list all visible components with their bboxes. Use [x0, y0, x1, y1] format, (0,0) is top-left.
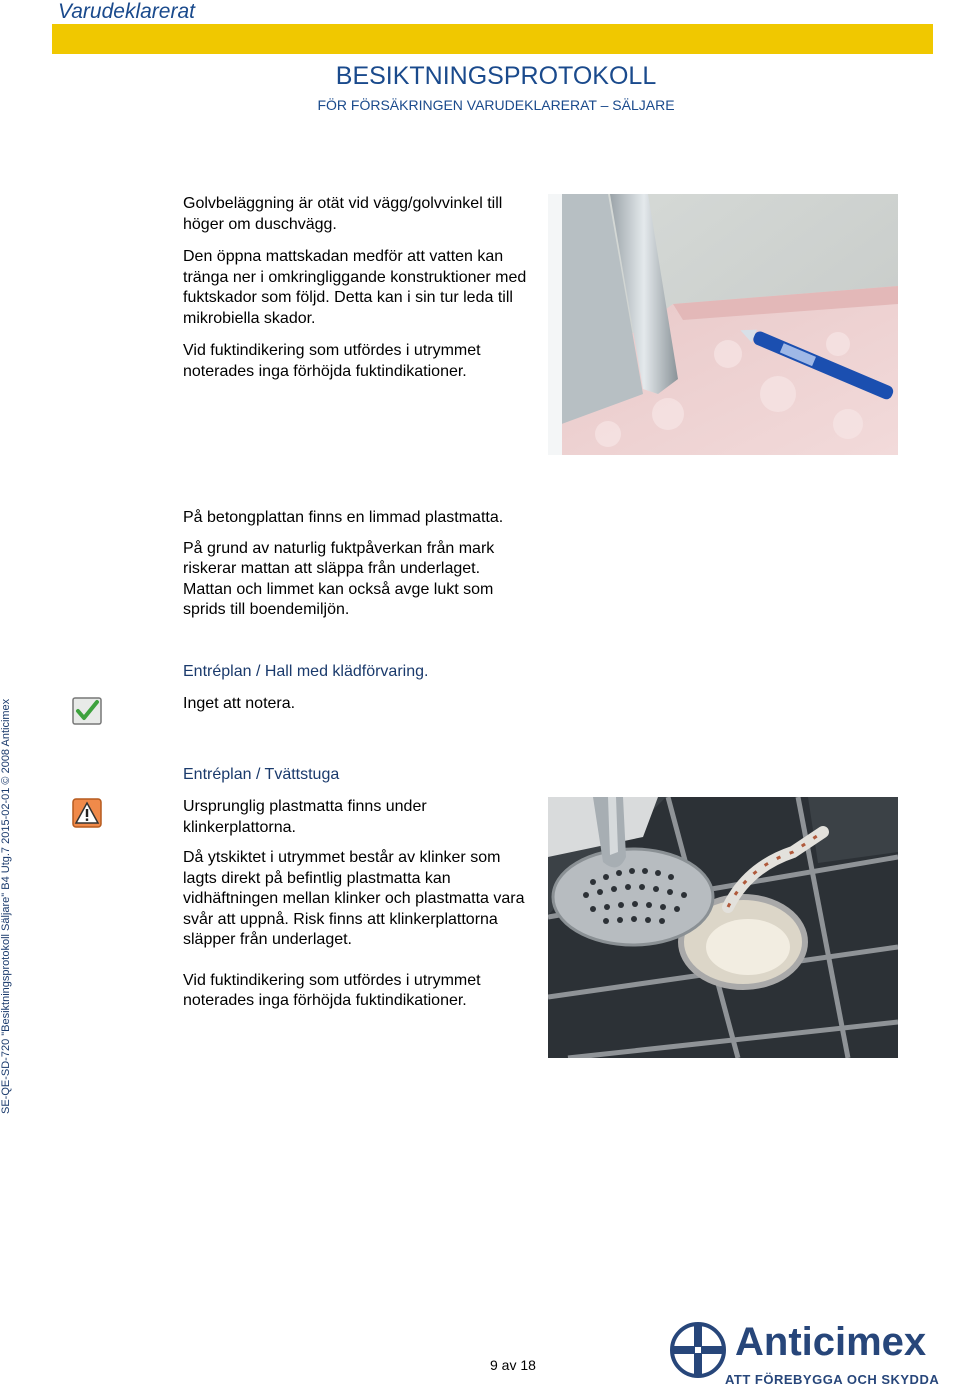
section2-p1: På betongplattan finns en limmad plastmatta. [183, 509, 504, 526]
tvatt-p1: Ursprunglig plastmatta finns under klinkerplattorna. [183, 798, 427, 836]
section1-p1: Golvbeläggning är otät vid vägg/golvvinkel till höger om duschvägg. [183, 195, 503, 233]
logo-name: Anticimex [735, 1320, 927, 1364]
floor-drain-photo [548, 797, 898, 1058]
document-reference: SE-QE-SD-720 "Besiktningsprotokoll Säljare" B4 Utg.7 2015-02-01 © 2008 Anticimex [0, 698, 12, 1114]
tvatt-heading: Entréplan / Tvättstuga [183, 766, 340, 783]
section1-p2: Den öppna mattskadan medför att vatten kan tränga ner i omkringliggande konstruktioner med fuktskador som följd. Detta kan i sin tur leda till mikrobiella skador. [183, 248, 527, 327]
section2-p2: På grund av naturlig fuktpåverkan från mark riskerar mattan att släppa från underlaget. Mattan och limmet kan också avge lukt som sprids till boendemiljön. [183, 539, 495, 618]
section1-text [183, 194, 528, 382]
page-title: BESIKTNINGSPROTOKOLL [335, 62, 657, 90]
hall-status-text: Inget att notera. [183, 695, 296, 712]
page-number: 9 av 18 [490, 1357, 536, 1373]
section2-text [183, 508, 528, 621]
floor-corner-photo [548, 194, 898, 455]
anticimex-logo-icon [668, 1320, 728, 1380]
checkmark-icon [72, 697, 102, 725]
tvatt-p2: Då ytskiktet i utrymmet består av klinker som lagts direkt på befintlig plastmatta kan vidhäftningen mellan klinker och plastmatta vara svår att uppnå. Risk finns att klinkerplattorna släpper från underlaget. [183, 849, 525, 948]
brand-name: Varudeklarerat [58, 0, 195, 23]
logo-tagline: ATT FÖREBYGGA OCH SKYDDA [725, 1372, 940, 1387]
hall-heading: Entréplan / Hall med klädförvaring. [183, 663, 429, 680]
page-subtitle: FÖR FÖRSÄKRINGEN VARUDEKLARERAT – SÄLJARE [317, 97, 675, 113]
tvatt-text [183, 797, 528, 1012]
tvatt-p3: Vid fuktindikering som utfördes i utrymmet noterades inga förhöjda fuktindikationer. [183, 971, 481, 1009]
section1-p3: Vid fuktindikering som utfördes i utrymmet noterades inga förhöjda fuktindikationer. [183, 342, 481, 380]
header-bar [52, 24, 933, 54]
warning-icon [72, 798, 102, 828]
